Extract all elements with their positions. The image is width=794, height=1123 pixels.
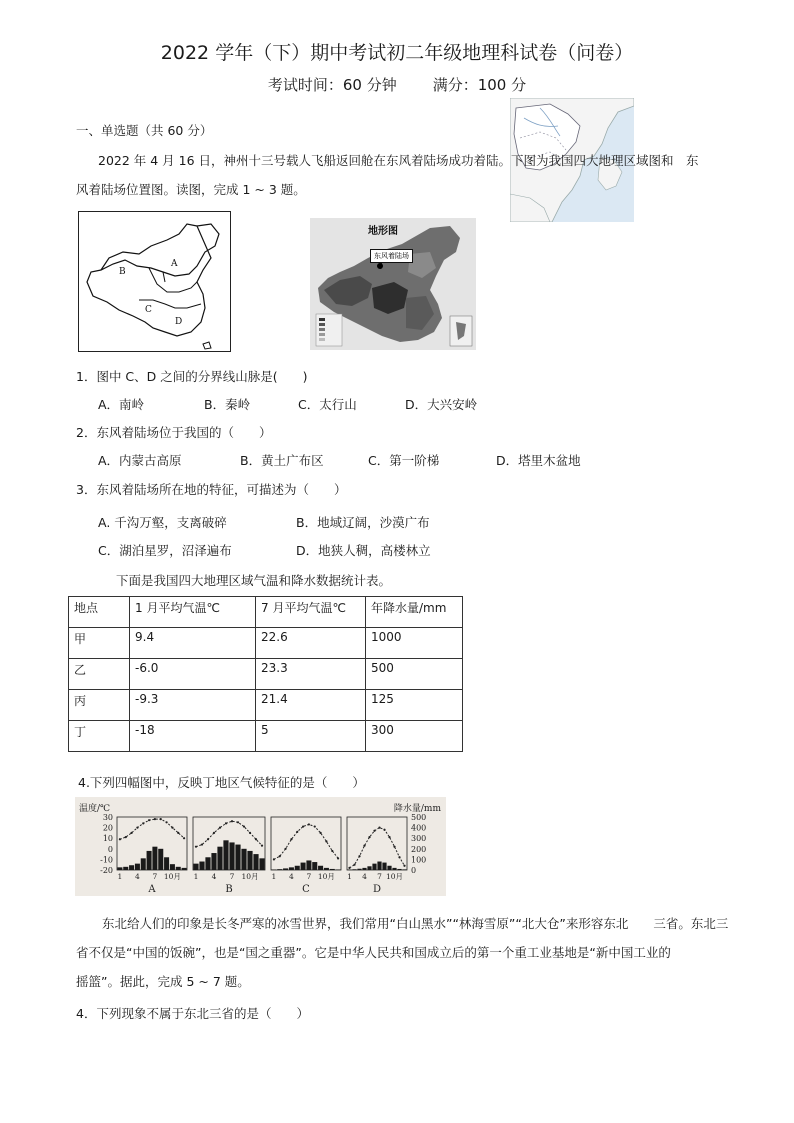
temperature-point (148, 819, 150, 821)
table-header-cell: 地点 (69, 597, 130, 628)
temperature-point (207, 838, 209, 840)
temperature-point (403, 865, 405, 867)
temperature-tick-label: 20 (102, 823, 113, 833)
month-tick-label: 10月 (241, 872, 259, 881)
temperature-point (314, 825, 316, 827)
question-5-stem: 4．下列现象不属于东北三省的是（ ） (76, 1006, 309, 1021)
precipitation-bar (193, 864, 198, 870)
precipitation-bar (283, 868, 288, 870)
precipitation-bar (176, 867, 181, 870)
passage2-line2: 省不仅是“中国的饭碗”，也是“国之重器”。它是中华人民共和国成立后的第一个重工业基地是“新中国工业的 (76, 945, 671, 960)
question-1-stem: 1．图中 C、D 之间的分界线山脉是( ) (76, 369, 308, 384)
temperature-point (154, 818, 156, 820)
table-cell: 1000 (366, 628, 463, 659)
question-2-option-a[interactable]: A．内蒙古高原 (98, 453, 182, 468)
table-cell: 500 (366, 659, 463, 690)
temperature-point (290, 838, 292, 840)
precipitation-bar (129, 865, 134, 870)
month-tick-label: 1 (193, 872, 199, 881)
climate-charts-image (75, 797, 446, 896)
exam-time: 考试时间：60 分钟 (267, 76, 397, 94)
table-cell: 9.4 (130, 628, 256, 659)
temperature-point (213, 832, 215, 834)
precipitation-bar (247, 851, 252, 870)
precipitation-bar (147, 851, 152, 870)
intro-paragraph-line1: 2022 年 4 月 16 日，神州十三号载人飞船返回舱在东风着陆场成功着陆。下图为我国四大地理区域图和 东 (98, 153, 699, 168)
temperature-point (130, 832, 132, 834)
passage2-line1: 东北给人们的印象是长冬严寒的冰雪世界，我们常用“白山黑水”“林海雪原”“北大仓”来形容东北 三省。东北三 (102, 916, 729, 931)
temperature-point (243, 825, 245, 827)
table-intro: 下面是我国四大地理区域气温和降水数据统计表。 (116, 573, 392, 588)
temperature-point (183, 837, 185, 839)
precipitation-tick-label: 400 (411, 823, 427, 833)
precipitation-bar (217, 847, 222, 870)
question-1-option-b[interactable]: B．秦岭 (204, 397, 251, 412)
question-2-stem: 2．东风着陆场位于我国的（ ） (76, 425, 272, 440)
exam-info (0, 74, 794, 95)
precipitation-bar (387, 866, 391, 870)
precipitation-bar (223, 840, 228, 870)
question-1-option-c[interactable]: C．太行山 (298, 397, 357, 412)
temperature-curve (350, 828, 405, 868)
temperature-point (302, 825, 304, 827)
climate-charts-svg (75, 797, 446, 896)
temperature-point (358, 855, 360, 857)
precipitation-bar (352, 869, 356, 870)
temperature-point (383, 829, 385, 831)
precipitation-bar (377, 862, 381, 870)
exam-score: 满分：100 分 (432, 76, 527, 94)
precipitation-bar (229, 842, 234, 870)
table-row (69, 628, 463, 659)
precipitation-bar (397, 869, 401, 870)
precipitation-bar (158, 849, 163, 870)
temperature-point (308, 823, 310, 825)
table-cell: 丁 (69, 721, 130, 752)
precipitation-tick-label: 100 (411, 855, 427, 865)
precipitation-bar (301, 863, 306, 870)
month-tick-label: 1 (271, 872, 277, 881)
temperature-tick-label: -10 (100, 855, 113, 865)
temperature-tick-label: 10 (102, 834, 113, 844)
temperature-curve (120, 819, 184, 839)
precipitation-bar (324, 868, 329, 870)
question-3-option-a[interactable]: A. 千沟万壑，支离破碎 (98, 515, 227, 530)
temperature-point (319, 832, 321, 834)
table-cell: -9.3 (130, 690, 256, 721)
table-cell: -6.0 (130, 659, 256, 690)
precipitation-bar (357, 869, 361, 870)
temperature-tick-label: 30 (102, 813, 113, 822)
precipitation-bar (241, 849, 246, 870)
precipitation-bar (312, 862, 317, 870)
temperature-point (378, 827, 380, 829)
precipitation-bar (372, 864, 376, 870)
precipitation-bar (392, 868, 396, 870)
temperature-point (249, 832, 251, 834)
terrain-map-title: 地形图 (368, 226, 398, 237)
precipitation-bar (199, 862, 204, 870)
temperature-point (136, 827, 138, 829)
table-cell: 300 (366, 721, 463, 752)
precipitation-bar (318, 866, 323, 870)
temperature-point (195, 846, 197, 848)
question-3-option-d[interactable]: D．地狭人稠，高楼林立 (296, 543, 431, 558)
month-tick-label: 1 (117, 872, 123, 881)
climate-chart-frame (117, 817, 187, 870)
table-cell: 甲 (69, 628, 130, 659)
temperature-point (160, 818, 162, 820)
month-tick-label: 10月 (163, 872, 181, 881)
temperature-point (353, 864, 355, 866)
question-2-option-b[interactable]: B．黄土广布区 (240, 453, 324, 468)
temperature-point (279, 855, 281, 857)
climate-chart-letter: B (225, 884, 233, 895)
table-cell: 125 (366, 690, 463, 721)
passage2-line3: 摇篮”。据此，完成 5 ~ 7 题。 (76, 974, 250, 989)
temperature-point (171, 827, 173, 829)
precipitation-tick-label: 500 (411, 813, 427, 822)
precipitation-bar (336, 869, 341, 870)
climate-table (68, 596, 463, 752)
table-header-cell: 年降水量/mm (366, 597, 463, 628)
terrain-map-image (310, 218, 476, 350)
temperature-point (165, 821, 167, 823)
precipitation-bar (382, 863, 386, 870)
temperature-point (363, 845, 365, 847)
climate-chart-letter: C (302, 884, 310, 895)
precipitation-axis-title: 降水量/mm (393, 804, 441, 814)
climate-chart-letter: D (372, 884, 382, 895)
section-heading: 一、单选题（共 60 分） (76, 123, 213, 138)
question-1-option-a[interactable]: A．南岭 (98, 397, 145, 412)
table-cell: 23.3 (256, 659, 366, 690)
temperature-tick-label: 0 (107, 844, 113, 854)
month-tick-label: 7 (377, 872, 382, 881)
month-tick-label: 7 (229, 872, 235, 881)
precipitation-bar (123, 867, 128, 870)
question-1-option-d[interactable]: D．大兴安岭 (405, 397, 478, 412)
table-cell: 5 (256, 721, 366, 752)
table-row (69, 690, 463, 721)
region-label-a: A (171, 259, 178, 269)
precipitation-tick-label: 300 (411, 834, 427, 844)
month-tick-label: 7 (306, 872, 312, 881)
temperature-point (296, 831, 298, 833)
region-label-c: C (145, 305, 152, 315)
table-cell: 丙 (69, 690, 130, 721)
temperature-point (255, 838, 257, 840)
temperature-point (348, 867, 350, 869)
month-tick-label: 4 (211, 872, 217, 881)
month-tick-label: 10月 (317, 872, 335, 881)
table-header-row (69, 597, 463, 628)
temperature-point (273, 858, 275, 860)
temperature-curve (196, 821, 262, 847)
month-tick-label: 4 (135, 872, 140, 881)
month-tick-label: 1 (347, 872, 352, 881)
temperature-point (225, 822, 227, 824)
temperature-point (325, 840, 327, 842)
precipitation-bar (402, 869, 406, 870)
question-3-option-b[interactable]: B．地域辽阔，沙漠广布 (296, 515, 430, 530)
table-header-cell: 1 月平均气温℃ (130, 597, 256, 628)
precipitation-bar (306, 860, 311, 870)
temperature-point (125, 836, 127, 838)
temperature-point (219, 827, 221, 829)
question-4-stem: 4.下列四幅图中，反映丁地区气候特征的是（ ） (78, 775, 365, 790)
temperature-point (368, 836, 370, 838)
month-tick-label: 4 (289, 872, 294, 881)
precipitation-bar (253, 854, 258, 870)
precipitation-bar (330, 869, 335, 870)
temperature-point (119, 838, 121, 840)
landing-site-callout: 东风着陆场 (370, 249, 413, 263)
table-cell: -18 (130, 721, 256, 752)
precipitation-bar (211, 853, 216, 870)
precipitation-bar (367, 866, 371, 870)
precipitation-bar (289, 867, 294, 870)
precipitation-bar (182, 868, 187, 870)
precipitation-bar (271, 869, 276, 870)
temperature-tick-label: -20 (100, 866, 113, 875)
temperature-point (373, 830, 375, 832)
precipitation-bar (277, 869, 282, 870)
temperature-point (142, 822, 144, 824)
precipitation-bar (347, 869, 351, 870)
table-row (69, 659, 463, 690)
intro-paragraph-line2: 风着陆场位置图。读图，完成 1 ~ 3 题。 (76, 182, 306, 197)
precipitation-bar (135, 864, 140, 870)
precipitation-bar (117, 867, 122, 870)
precipitation-bar (164, 857, 169, 870)
question-3-stem: 3．东风着陆场所在地的特征，可描述为（ ） (76, 482, 347, 497)
precipitation-tick-label: 200 (411, 844, 427, 854)
temperature-point (388, 836, 390, 838)
region-label-b: B (119, 267, 126, 277)
precipitation-bar (295, 866, 300, 870)
month-tick-label: 7 (152, 872, 158, 881)
page-title: 2022 学年（下）期中考试初二年级地理科试卷（问卷） (160, 42, 634, 64)
precipitation-bar (170, 864, 175, 870)
temperature-point (284, 848, 286, 850)
table-row (69, 721, 463, 752)
temperature-point (337, 857, 339, 859)
temperature-point (177, 832, 179, 834)
month-tick-label: 10月 (385, 872, 404, 881)
temperature-point (201, 843, 203, 845)
regions-map-image (78, 211, 231, 352)
precipitation-bar (259, 858, 264, 870)
question-3-option-c[interactable]: C．湖泊星罗，沼泽遍布 (98, 543, 232, 558)
precipitation-bar (205, 857, 210, 870)
temperature-point (331, 850, 333, 852)
precipitation-bar (235, 845, 240, 870)
month-tick-label: 4 (362, 872, 367, 881)
precipitation-tick-label: 0 (411, 866, 417, 875)
climate-chart-letter: A (148, 884, 156, 895)
temperature-point (237, 821, 239, 823)
temperature-point (393, 846, 395, 848)
temperature-point (231, 820, 233, 822)
climate-chart-frame (271, 817, 341, 870)
question-2-option-c[interactable]: C．第一阶梯 (368, 453, 440, 468)
precipitation-bar (152, 847, 157, 870)
precipitation-bar (141, 858, 146, 870)
temperature-axis-title: 温度/℃ (79, 804, 111, 814)
temperature-curve (274, 824, 338, 859)
table-cell: 22.6 (256, 628, 366, 659)
precipitation-bar (362, 868, 366, 870)
table-header-cell: 7 月平均气温℃ (256, 597, 366, 628)
table-cell: 乙 (69, 659, 130, 690)
table-cell: 21.4 (256, 690, 366, 721)
question-2-option-d[interactable]: D．塔里木盆地 (496, 453, 581, 468)
temperature-point (398, 856, 400, 858)
temperature-point (261, 845, 263, 847)
region-label-d: D (175, 317, 183, 327)
